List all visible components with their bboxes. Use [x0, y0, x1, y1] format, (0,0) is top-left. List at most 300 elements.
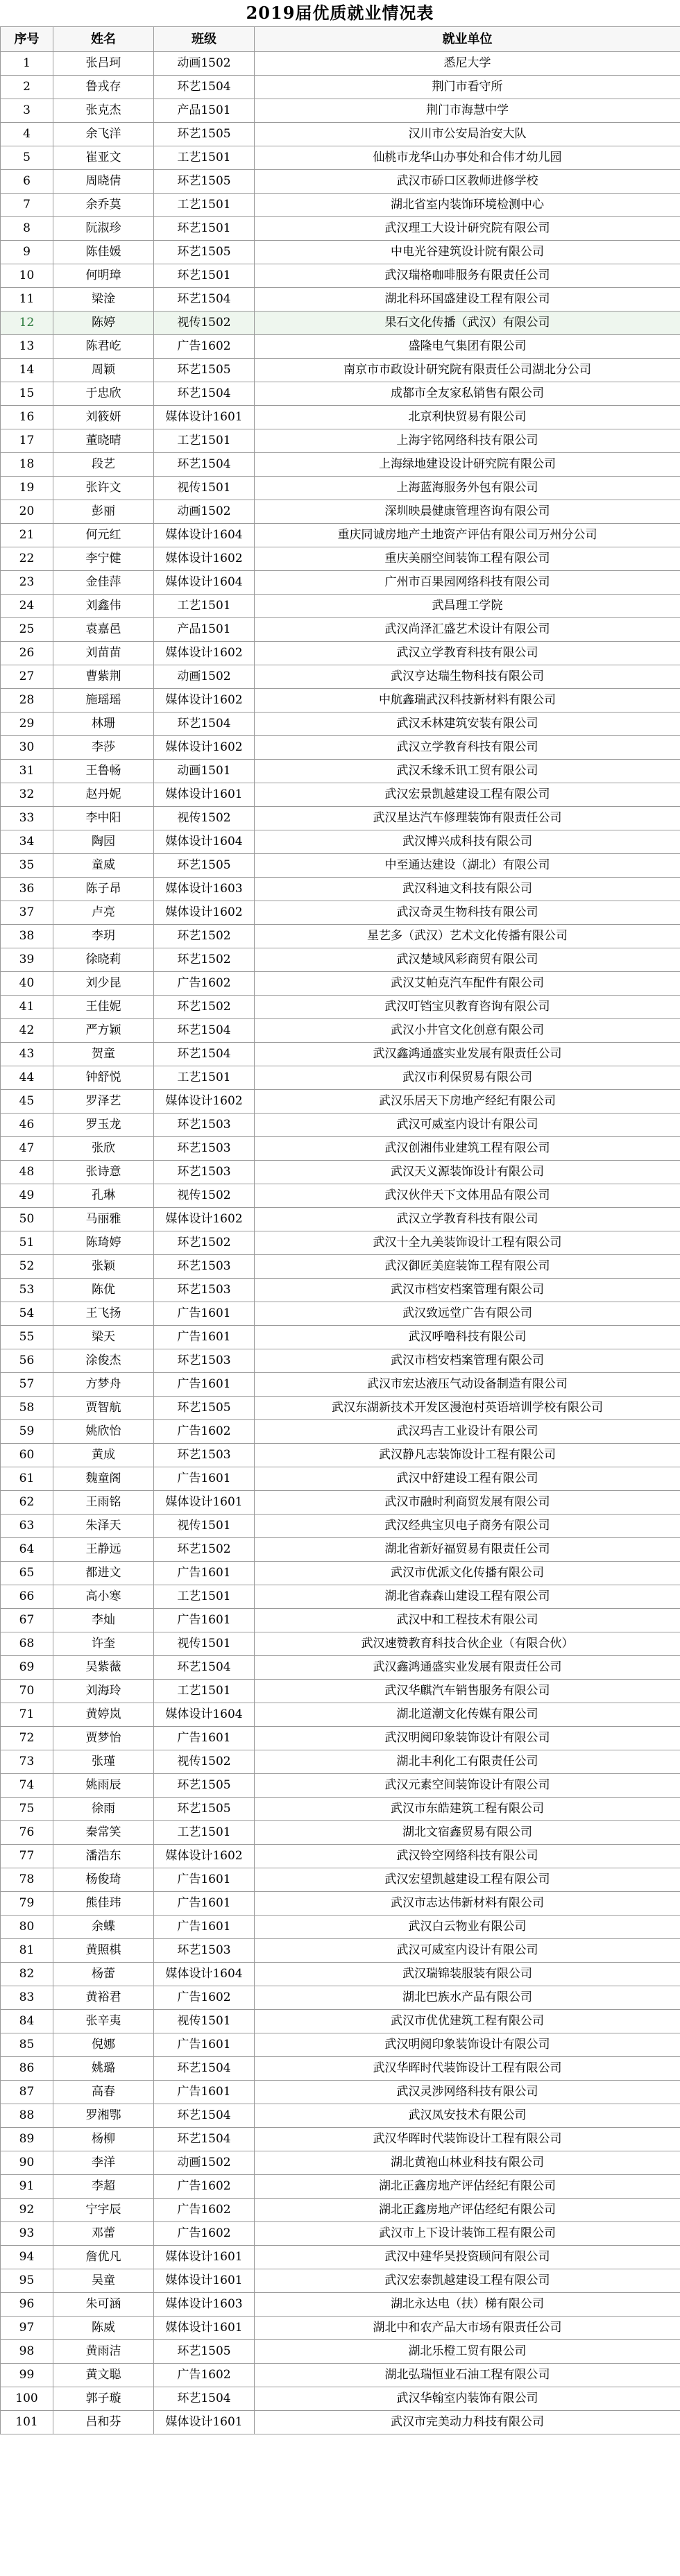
cell-class[interactable]: 媒体设计1604: [154, 524, 255, 547]
cell-class[interactable]: 媒体设计1602: [154, 736, 255, 760]
cell-employer[interactable]: 荆门市海慧中学: [255, 99, 680, 123]
cell-class[interactable]: 广告1601: [154, 1727, 255, 1750]
cell-class[interactable]: 环艺1504: [154, 713, 255, 736]
cell-no[interactable]: 75: [1, 1798, 53, 1821]
cell-class[interactable]: 环艺1503: [154, 1161, 255, 1184]
cell-name[interactable]: 金佳萍: [53, 571, 154, 595]
cell-name[interactable]: 詹优凡: [53, 2246, 154, 2269]
cell-no[interactable]: 43: [1, 1043, 53, 1066]
cell-name[interactable]: 朱泽天: [53, 1515, 154, 1538]
cell-employer[interactable]: 悉尼大学: [255, 52, 680, 76]
cell-no[interactable]: 73: [1, 1750, 53, 1774]
cell-employer[interactable]: 武汉立学教育科技有限公司: [255, 642, 680, 665]
cell-class[interactable]: 环艺1503: [154, 1137, 255, 1161]
cell-name[interactable]: 童威: [53, 854, 154, 878]
cell-name[interactable]: 倪娜: [53, 2033, 154, 2057]
cell-employer[interactable]: 武汉华翰室内装饰有限公司: [255, 2387, 680, 2411]
cell-no[interactable]: 54: [1, 1302, 53, 1326]
cell-no[interactable]: 101: [1, 2411, 53, 2434]
cell-class[interactable]: 环艺1502: [154, 948, 255, 972]
cell-no[interactable]: 40: [1, 972, 53, 996]
cell-name[interactable]: 张颖: [53, 1255, 154, 1279]
cell-class[interactable]: 环艺1504: [154, 1656, 255, 1680]
cell-employer[interactable]: 武汉速赞教育科技合伙企业（有限合伙）: [255, 1632, 680, 1656]
cell-class[interactable]: 广告1602: [154, 972, 255, 996]
cell-class[interactable]: 媒体设计1604: [154, 1703, 255, 1727]
cell-class[interactable]: 视传1501: [154, 1632, 255, 1656]
cell-employer[interactable]: 武昌理工学院: [255, 595, 680, 618]
cell-employer[interactable]: 南京市市政设计研究院有限责任公司湖北分公司: [255, 359, 680, 382]
cell-name[interactable]: 徐雨: [53, 1798, 154, 1821]
cell-employer[interactable]: 重庆同诚房地产土地资产评估有限公司万州分公司: [255, 524, 680, 547]
cell-class[interactable]: 工艺1501: [154, 595, 255, 618]
cell-name[interactable]: 陶园: [53, 830, 154, 854]
cell-employer[interactable]: 盛隆电气集团有限公司: [255, 335, 680, 359]
cell-class[interactable]: 环艺1502: [154, 996, 255, 1019]
cell-employer[interactable]: 武汉市优派文化传播有限公司: [255, 1562, 680, 1585]
cell-class[interactable]: 工艺1501: [154, 194, 255, 217]
cell-no[interactable]: 16: [1, 406, 53, 429]
cell-employer[interactable]: 武汉十全九美装饰设计工程有限公司: [255, 1231, 680, 1255]
cell-employer[interactable]: 湖北巴族水产品有限公司: [255, 1986, 680, 2010]
cell-no[interactable]: 39: [1, 948, 53, 972]
cell-no[interactable]: 13: [1, 335, 53, 359]
cell-employer[interactable]: 上海宇铭网络科技有限公司: [255, 429, 680, 453]
cell-no[interactable]: 31: [1, 760, 53, 783]
cell-employer[interactable]: 上海绿地建设设计研究院有限公司: [255, 453, 680, 477]
cell-employer[interactable]: 武汉市上下设计装饰工程有限公司: [255, 2222, 680, 2246]
cell-class[interactable]: 环艺1504: [154, 382, 255, 406]
cell-employer[interactable]: 武汉鑫鸿通盛实业发展有限责任公司: [255, 1043, 680, 1066]
cell-class[interactable]: 环艺1505: [154, 123, 255, 146]
cell-name[interactable]: 方梦舟: [53, 1373, 154, 1397]
cell-employer[interactable]: 成都市全友家私销售有限公司: [255, 382, 680, 406]
cell-class[interactable]: 媒体设计1601: [154, 2269, 255, 2293]
cell-employer[interactable]: 武汉明阅印象装饰设计有限公司: [255, 1727, 680, 1750]
cell-name[interactable]: 黄文聪: [53, 2364, 154, 2387]
cell-name[interactable]: 张欣: [53, 1137, 154, 1161]
cell-no[interactable]: 93: [1, 2222, 53, 2246]
cell-class[interactable]: 媒体设计1604: [154, 1963, 255, 1986]
cell-employer[interactable]: 武汉市优优建筑工程有限公司: [255, 2010, 680, 2033]
cell-no[interactable]: 36: [1, 878, 53, 901]
cell-no[interactable]: 1: [1, 52, 53, 76]
cell-class[interactable]: 广告1602: [154, 1420, 255, 1444]
cell-class[interactable]: 广告1602: [154, 2364, 255, 2387]
cell-employer[interactable]: 武汉瑞格咖啡服务有限责任公司: [255, 264, 680, 288]
cell-no[interactable]: 87: [1, 2081, 53, 2104]
header-class[interactable]: 班级: [154, 27, 255, 52]
cell-name[interactable]: 秦常笑: [53, 1821, 154, 1845]
cell-name[interactable]: 李宁健: [53, 547, 154, 571]
cell-no[interactable]: 72: [1, 1727, 53, 1750]
cell-no[interactable]: 45: [1, 1090, 53, 1114]
cell-name[interactable]: 潘浩东: [53, 1845, 154, 1868]
cell-no[interactable]: 6: [1, 170, 53, 194]
cell-class[interactable]: 环艺1503: [154, 1939, 255, 1963]
cell-employer[interactable]: 果石文化传播（武汉）有限公司: [255, 312, 680, 335]
cell-name[interactable]: 张吕珂: [53, 52, 154, 76]
cell-employer[interactable]: 武汉市硚口区教师进修学校: [255, 170, 680, 194]
cell-no[interactable]: 32: [1, 783, 53, 807]
cell-name[interactable]: 徐晓莉: [53, 948, 154, 972]
cell-no[interactable]: 67: [1, 1609, 53, 1632]
cell-no[interactable]: 70: [1, 1680, 53, 1703]
cell-employer[interactable]: 武汉创湘伟业建筑工程有限公司: [255, 1137, 680, 1161]
cell-employer[interactable]: 武汉市利保贸易有限公司: [255, 1066, 680, 1090]
cell-employer[interactable]: 荆门市看守所: [255, 76, 680, 99]
cell-no[interactable]: 81: [1, 1939, 53, 1963]
cell-no[interactable]: 69: [1, 1656, 53, 1680]
cell-employer[interactable]: 湖北乐橙工贸有限公司: [255, 2340, 680, 2364]
cell-name[interactable]: 涂俊杰: [53, 1349, 154, 1373]
cell-class[interactable]: 环艺1502: [154, 1231, 255, 1255]
cell-name[interactable]: 邓蕾: [53, 2222, 154, 2246]
cell-employer[interactable]: 武汉中建华昊投资顾问有限公司: [255, 2246, 680, 2269]
cell-no[interactable]: 98: [1, 2340, 53, 2364]
cell-employer[interactable]: 武汉宏望凯越建设工程有限公司: [255, 1868, 680, 1892]
cell-employer[interactable]: 武汉华晖时代装饰设计工程有限公司: [255, 2057, 680, 2081]
cell-employer[interactable]: 中电光谷建筑设计院有限公司: [255, 241, 680, 264]
cell-employer[interactable]: 武汉禾缘禾讯工贸有限公司: [255, 760, 680, 783]
cell-class[interactable]: 媒体设计1602: [154, 547, 255, 571]
cell-class[interactable]: 环艺1503: [154, 1279, 255, 1302]
cell-name[interactable]: 许奎: [53, 1632, 154, 1656]
cell-no[interactable]: 30: [1, 736, 53, 760]
cell-class[interactable]: 产品1501: [154, 99, 255, 123]
header-name[interactable]: 姓名: [53, 27, 154, 52]
cell-name[interactable]: 陈君屹: [53, 335, 154, 359]
cell-employer[interactable]: 武汉东湖新技术开发区漫泡村英语培训学校有限公司: [255, 1397, 680, 1420]
cell-employer[interactable]: 武汉华晖时代装饰设计工程有限公司: [255, 2128, 680, 2151]
cell-class[interactable]: 工艺1501: [154, 1585, 255, 1609]
cell-name[interactable]: 阮淑珍: [53, 217, 154, 241]
cell-no[interactable]: 41: [1, 996, 53, 1019]
cell-employer[interactable]: 武汉立学教育科技有限公司: [255, 1208, 680, 1231]
cell-class[interactable]: 媒体设计1602: [154, 1208, 255, 1231]
cell-employer[interactable]: 中航鑫瑞武汉科技新材料有限公司: [255, 689, 680, 713]
cell-name[interactable]: 宁宇辰: [53, 2199, 154, 2222]
cell-employer[interactable]: 仙桃市龙华山办事处和合伟才幼儿园: [255, 146, 680, 170]
cell-no[interactable]: 24: [1, 595, 53, 618]
cell-employer[interactable]: 湖北文宿鑫贸易有限公司: [255, 1821, 680, 1845]
cell-name[interactable]: 鲁戎存: [53, 76, 154, 99]
cell-name[interactable]: 何元红: [53, 524, 154, 547]
cell-employer[interactable]: 广州市百果园网络科技有限公司: [255, 571, 680, 595]
cell-class[interactable]: 视传1502: [154, 1750, 255, 1774]
cell-class[interactable]: 广告1602: [154, 2222, 255, 2246]
cell-no[interactable]: 63: [1, 1515, 53, 1538]
cell-employer[interactable]: 湖北省室内装饰环境检测中心: [255, 194, 680, 217]
cell-name[interactable]: 余乔莫: [53, 194, 154, 217]
cell-no[interactable]: 19: [1, 477, 53, 500]
cell-no[interactable]: 10: [1, 264, 53, 288]
cell-no[interactable]: 84: [1, 2010, 53, 2033]
cell-employer[interactable]: 武汉亨达瑞生物科技有限公司: [255, 665, 680, 689]
cell-name[interactable]: 刘苗苗: [53, 642, 154, 665]
cell-name[interactable]: 黄照棋: [53, 1939, 154, 1963]
cell-class[interactable]: 广告1601: [154, 1868, 255, 1892]
cell-employer[interactable]: 武汉楚域风彩商贸有限公司: [255, 948, 680, 972]
cell-no[interactable]: 26: [1, 642, 53, 665]
cell-employer[interactable]: 武汉灵涉网络科技有限公司: [255, 2081, 680, 2104]
cell-class[interactable]: 广告1601: [154, 2033, 255, 2057]
cell-name[interactable]: 黄成: [53, 1444, 154, 1467]
cell-name[interactable]: 杨俊琦: [53, 1868, 154, 1892]
cell-no[interactable]: 8: [1, 217, 53, 241]
cell-employer[interactable]: 武汉博兴成科技有限公司: [255, 830, 680, 854]
cell-no[interactable]: 59: [1, 1420, 53, 1444]
cell-name[interactable]: 李中阳: [53, 807, 154, 830]
cell-no[interactable]: 91: [1, 2175, 53, 2199]
cell-name[interactable]: 曹紫荆: [53, 665, 154, 689]
cell-name[interactable]: 林珊: [53, 713, 154, 736]
cell-no[interactable]: 95: [1, 2269, 53, 2293]
cell-employer[interactable]: 湖北弘瑞恒业石油工程有限公司: [255, 2364, 680, 2387]
cell-no[interactable]: 21: [1, 524, 53, 547]
cell-employer[interactable]: 武汉市档安档案管理有限公司: [255, 1349, 680, 1373]
cell-employer[interactable]: 湖北永达电（扶）梯有限公司: [255, 2293, 680, 2317]
cell-employer[interactable]: 武汉伙伴天下文体用品有限公司: [255, 1184, 680, 1208]
cell-no[interactable]: 35: [1, 854, 53, 878]
cell-name[interactable]: 于忠欣: [53, 382, 154, 406]
cell-employer[interactable]: 湖北省森森山建设工程有限公司: [255, 1585, 680, 1609]
cell-no[interactable]: 86: [1, 2057, 53, 2081]
cell-class[interactable]: 环艺1505: [154, 1774, 255, 1798]
cell-class[interactable]: 动画1501: [154, 760, 255, 783]
cell-name[interactable]: 姚雨辰: [53, 1774, 154, 1798]
cell-class[interactable]: 媒体设计1603: [154, 2293, 255, 2317]
cell-name[interactable]: 张瑾: [53, 1750, 154, 1774]
cell-employer[interactable]: 武汉鑫鸿通盛实业发展有限责任公司: [255, 1656, 680, 1680]
cell-class[interactable]: 媒体设计1602: [154, 642, 255, 665]
cell-no[interactable]: 88: [1, 2104, 53, 2128]
cell-employer[interactable]: 武汉艾帕克汽车配件有限公司: [255, 972, 680, 996]
cell-class[interactable]: 环艺1503: [154, 1255, 255, 1279]
cell-no[interactable]: 96: [1, 2293, 53, 2317]
cell-employer[interactable]: 武汉市东皓建筑工程有限公司: [255, 1798, 680, 1821]
cell-class[interactable]: 工艺1501: [154, 429, 255, 453]
cell-name[interactable]: 姚欣怡: [53, 1420, 154, 1444]
cell-name[interactable]: 朱可涵: [53, 2293, 154, 2317]
cell-no[interactable]: 94: [1, 2246, 53, 2269]
cell-employer[interactable]: 武汉立学教育科技有限公司: [255, 736, 680, 760]
cell-no[interactable]: 61: [1, 1467, 53, 1491]
cell-employer[interactable]: 湖北正鑫房地产评估经纪有限公司: [255, 2175, 680, 2199]
cell-class[interactable]: 视传1501: [154, 477, 255, 500]
cell-name[interactable]: 钟舒悦: [53, 1066, 154, 1090]
cell-name[interactable]: 孔琳: [53, 1184, 154, 1208]
cell-name[interactable]: 高小寒: [53, 1585, 154, 1609]
cell-no[interactable]: 76: [1, 1821, 53, 1845]
cell-class[interactable]: 环艺1505: [154, 241, 255, 264]
cell-class[interactable]: 环艺1505: [154, 1798, 255, 1821]
cell-employer[interactable]: 武汉呼噜科技有限公司: [255, 1326, 680, 1349]
cell-no[interactable]: 57: [1, 1373, 53, 1397]
cell-class[interactable]: 广告1601: [154, 1562, 255, 1585]
cell-no[interactable]: 22: [1, 547, 53, 571]
cell-class[interactable]: 工艺1501: [154, 1821, 255, 1845]
cell-name[interactable]: 余飞洋: [53, 123, 154, 146]
cell-employer[interactable]: 湖北中和农产品大市场有限责任公司: [255, 2317, 680, 2340]
cell-employer[interactable]: 湖北正鑫房地产评估经纪有限公司: [255, 2199, 680, 2222]
cell-name[interactable]: 贺童: [53, 1043, 154, 1066]
cell-employer[interactable]: 武汉御匠美庭装饰工程有限公司: [255, 1255, 680, 1279]
cell-no[interactable]: 92: [1, 2199, 53, 2222]
cell-no[interactable]: 5: [1, 146, 53, 170]
cell-class[interactable]: 广告1601: [154, 1302, 255, 1326]
cell-no[interactable]: 89: [1, 2128, 53, 2151]
cell-class[interactable]: 媒体设计1602: [154, 901, 255, 925]
cell-class[interactable]: 视传1501: [154, 2010, 255, 2033]
cell-name[interactable]: 黄裕君: [53, 1986, 154, 2010]
cell-employer[interactable]: 武汉明阅印象装饰设计有限公司: [255, 2033, 680, 2057]
cell-class[interactable]: 环艺1505: [154, 1397, 255, 1420]
cell-name[interactable]: 董晓晴: [53, 429, 154, 453]
cell-employer[interactable]: 武汉尚泽汇盛艺术设计有限公司: [255, 618, 680, 642]
cell-class[interactable]: 环艺1502: [154, 925, 255, 948]
cell-employer[interactable]: 北京利快贸易有限公司: [255, 406, 680, 429]
cell-name[interactable]: 段艺: [53, 453, 154, 477]
cell-class[interactable]: 广告1602: [154, 2199, 255, 2222]
cell-class[interactable]: 环艺1504: [154, 76, 255, 99]
cell-class[interactable]: 媒体设计1601: [154, 1491, 255, 1515]
cell-employer[interactable]: 武汉可威室内设计有限公司: [255, 1114, 680, 1137]
cell-class[interactable]: 环艺1504: [154, 2128, 255, 2151]
cell-no[interactable]: 3: [1, 99, 53, 123]
cell-employer[interactable]: 上海蓝海服务外包有限公司: [255, 477, 680, 500]
cell-no[interactable]: 33: [1, 807, 53, 830]
cell-no[interactable]: 18: [1, 453, 53, 477]
cell-employer[interactable]: 武汉静凡志装饰设计工程有限公司: [255, 1444, 680, 1467]
cell-class[interactable]: 环艺1503: [154, 1349, 255, 1373]
cell-name[interactable]: 王静远: [53, 1538, 154, 1562]
cell-name[interactable]: 都进文: [53, 1562, 154, 1585]
cell-no[interactable]: 99: [1, 2364, 53, 2387]
cell-class[interactable]: 广告1601: [154, 1916, 255, 1939]
cell-no[interactable]: 80: [1, 1916, 53, 1939]
cell-class[interactable]: 动画1502: [154, 665, 255, 689]
cell-name[interactable]: 贾智航: [53, 1397, 154, 1420]
cell-employer[interactable]: 武汉市宏达液压气动设备制造有限公司: [255, 1373, 680, 1397]
cell-name[interactable]: 吴紫薇: [53, 1656, 154, 1680]
cell-employer[interactable]: 武汉华麒汽车销售服务有限公司: [255, 1680, 680, 1703]
cell-employer[interactable]: 武汉铃空网络科技有限公司: [255, 1845, 680, 1868]
cell-name[interactable]: 马丽雅: [53, 1208, 154, 1231]
cell-no[interactable]: 74: [1, 1774, 53, 1798]
cell-employer[interactable]: 重庆美丽空间装饰工程有限公司: [255, 547, 680, 571]
cell-employer[interactable]: 武汉市完美动力科技有限公司: [255, 2411, 680, 2434]
cell-employer[interactable]: 武汉中和工程技术有限公司: [255, 1609, 680, 1632]
cell-class[interactable]: 环艺1502: [154, 1538, 255, 1562]
cell-no[interactable]: 56: [1, 1349, 53, 1373]
cell-no[interactable]: 64: [1, 1538, 53, 1562]
cell-no[interactable]: 47: [1, 1137, 53, 1161]
cell-name[interactable]: 张许文: [53, 477, 154, 500]
cell-employer[interactable]: 武汉市档安档案管理有限公司: [255, 1279, 680, 1302]
cell-class[interactable]: 视传1502: [154, 807, 255, 830]
cell-name[interactable]: 崔亚文: [53, 146, 154, 170]
cell-name[interactable]: 高春: [53, 2081, 154, 2104]
cell-no[interactable]: 77: [1, 1845, 53, 1868]
cell-class[interactable]: 广告1602: [154, 1986, 255, 2010]
cell-name[interactable]: 杨蕾: [53, 1963, 154, 1986]
cell-class[interactable]: 环艺1501: [154, 264, 255, 288]
cell-class[interactable]: 媒体设计1602: [154, 1090, 255, 1114]
cell-employer[interactable]: 武汉经典宝贝电子商务有限公司: [255, 1515, 680, 1538]
cell-name[interactable]: 赵丹妮: [53, 783, 154, 807]
cell-name[interactable]: 李超: [53, 2175, 154, 2199]
cell-name[interactable]: 吕和芬: [53, 2411, 154, 2434]
cell-class[interactable]: 环艺1503: [154, 1444, 255, 1467]
cell-name[interactable]: 彭丽: [53, 500, 154, 524]
cell-no[interactable]: 97: [1, 2317, 53, 2340]
cell-employer[interactable]: 武汉白云物业有限公司: [255, 1916, 680, 1939]
cell-no[interactable]: 65: [1, 1562, 53, 1585]
cell-class[interactable]: 媒体设计1602: [154, 1845, 255, 1868]
cell-no[interactable]: 49: [1, 1184, 53, 1208]
cell-no[interactable]: 20: [1, 500, 53, 524]
cell-no[interactable]: 15: [1, 382, 53, 406]
cell-name[interactable]: 周晓倩: [53, 170, 154, 194]
cell-employer[interactable]: 武汉致远堂广告有限公司: [255, 1302, 680, 1326]
cell-name[interactable]: 袁嘉邑: [53, 618, 154, 642]
cell-name[interactable]: 陈琦婷: [53, 1231, 154, 1255]
cell-no[interactable]: 34: [1, 830, 53, 854]
cell-no[interactable]: 28: [1, 689, 53, 713]
cell-no[interactable]: 2: [1, 76, 53, 99]
cell-employer[interactable]: 中至通达建设（湖北）有限公司: [255, 854, 680, 878]
cell-no[interactable]: 55: [1, 1326, 53, 1349]
cell-no[interactable]: 4: [1, 123, 53, 146]
cell-name[interactable]: 陈威: [53, 2317, 154, 2340]
cell-class[interactable]: 动画1502: [154, 52, 255, 76]
cell-class[interactable]: 广告1601: [154, 2081, 255, 2104]
cell-no[interactable]: 7: [1, 194, 53, 217]
cell-employer[interactable]: 湖北黄袍山林业科技有限公司: [255, 2151, 680, 2175]
cell-no[interactable]: 100: [1, 2387, 53, 2411]
cell-name[interactable]: 王雨铭: [53, 1491, 154, 1515]
cell-employer[interactable]: 武汉奇灵生物科技有限公司: [255, 901, 680, 925]
cell-employer[interactable]: 武汉市融时利商贸发展有限公司: [255, 1491, 680, 1515]
cell-name[interactable]: 王鲁畅: [53, 760, 154, 783]
cell-class[interactable]: 产品1501: [154, 618, 255, 642]
cell-name[interactable]: 张诗意: [53, 1161, 154, 1184]
cell-employer[interactable]: 湖北道潮文化传媒有限公司: [255, 1703, 680, 1727]
cell-no[interactable]: 29: [1, 713, 53, 736]
cell-name[interactable]: 张克杰: [53, 99, 154, 123]
cell-name[interactable]: 吴童: [53, 2269, 154, 2293]
cell-no[interactable]: 42: [1, 1019, 53, 1043]
cell-no[interactable]: 60: [1, 1444, 53, 1467]
cell-name[interactable]: 刘筱妍: [53, 406, 154, 429]
cell-class[interactable]: 动画1502: [154, 2151, 255, 2175]
cell-class[interactable]: 媒体设计1601: [154, 783, 255, 807]
cell-no[interactable]: 12: [1, 312, 53, 335]
cell-name[interactable]: 周颖: [53, 359, 154, 382]
cell-class[interactable]: 环艺1504: [154, 288, 255, 312]
cell-class[interactable]: 媒体设计1604: [154, 830, 255, 854]
cell-name[interactable]: 陈婷: [53, 312, 154, 335]
cell-no[interactable]: 14: [1, 359, 53, 382]
cell-class[interactable]: 环艺1504: [154, 2104, 255, 2128]
cell-no[interactable]: 58: [1, 1397, 53, 1420]
cell-class[interactable]: 广告1601: [154, 1373, 255, 1397]
cell-no[interactable]: 27: [1, 665, 53, 689]
cell-class[interactable]: 环艺1505: [154, 359, 255, 382]
cell-class[interactable]: 媒体设计1604: [154, 571, 255, 595]
cell-no[interactable]: 83: [1, 1986, 53, 2010]
